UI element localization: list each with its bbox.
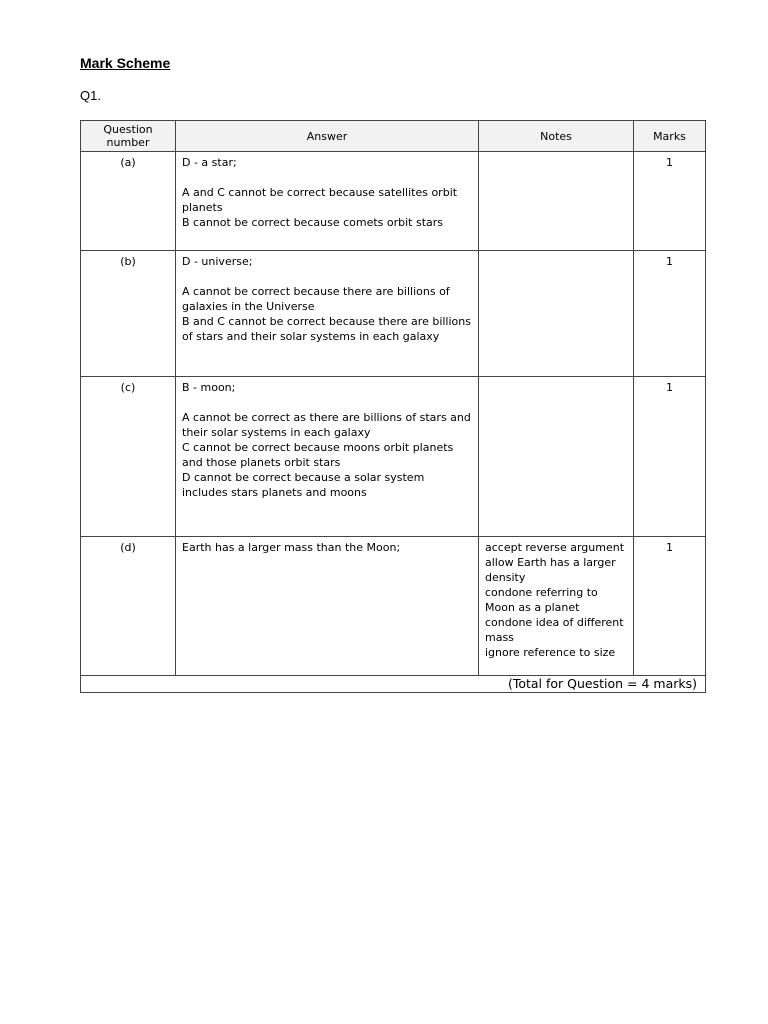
note-line: ignore reference to size xyxy=(485,646,616,659)
page-title: Mark Scheme xyxy=(80,55,171,71)
note-line: condone referring to Moon as a planet xyxy=(485,586,598,614)
answer-line: D cannot be correct because a solar system includes stars planets and moons xyxy=(182,471,425,499)
table-row xyxy=(81,377,706,537)
question-label: Q1. xyxy=(80,88,101,103)
table-header-row xyxy=(81,121,706,152)
mark-scheme-table xyxy=(80,120,706,693)
total-row xyxy=(81,676,706,693)
answer-cell-a xyxy=(176,152,479,251)
answer-main: Earth has a larger mass than the Moon; xyxy=(182,541,401,554)
table-row xyxy=(81,537,706,676)
notes-cell-c xyxy=(479,377,634,537)
header-marks: Marks xyxy=(634,121,706,152)
note-line: condone idea of different mass xyxy=(485,616,624,644)
header-question-number: Question number xyxy=(81,121,176,152)
question-number-b: (b) xyxy=(81,251,176,377)
table-row xyxy=(81,152,706,251)
answer-cell-c xyxy=(176,377,479,537)
question-number-a: (a) xyxy=(81,152,176,251)
answer-cell-b xyxy=(176,251,479,377)
answer-line: A cannot be correct as there are billions of stars and their solar systems in each galaxy xyxy=(182,411,471,439)
question-number-c: (c) xyxy=(81,377,176,537)
marks-d: 1 xyxy=(634,537,706,676)
notes-cell-b xyxy=(479,251,634,377)
answer-line: B and C cannot be correct because there are billions of stars and their solar systems in each galaxy xyxy=(182,315,471,343)
note-line: allow Earth has a larger density xyxy=(485,556,616,584)
notes-cell-d xyxy=(479,537,634,676)
marks-c: 1 xyxy=(634,377,706,537)
answer-line: C cannot be correct because moons orbit planets and those planets orbit stars xyxy=(182,441,454,469)
marks-b: 1 xyxy=(634,251,706,377)
answer-main: B - moon; xyxy=(182,381,236,394)
question-number-d: (d) xyxy=(81,537,176,676)
answer-line: A cannot be correct because there are billions of galaxies in the Universe xyxy=(182,285,450,313)
marks-a: 1 xyxy=(634,152,706,251)
table-row xyxy=(81,251,706,377)
answer-line: B cannot be correct because comets orbit stars xyxy=(182,216,444,229)
header-notes: Notes xyxy=(479,121,634,152)
answer-cell-d xyxy=(176,537,479,676)
notes-cell-a xyxy=(479,152,634,251)
note-line: accept reverse argument xyxy=(485,541,625,554)
answer-main: D - universe; xyxy=(182,255,253,268)
header-answer: Answer xyxy=(176,121,479,152)
total-marks: (Total for Question = 4 marks) xyxy=(81,676,706,693)
answer-line: A and C cannot be correct because satellites orbit planets xyxy=(182,186,458,214)
answer-main: D - a star; xyxy=(182,156,237,169)
